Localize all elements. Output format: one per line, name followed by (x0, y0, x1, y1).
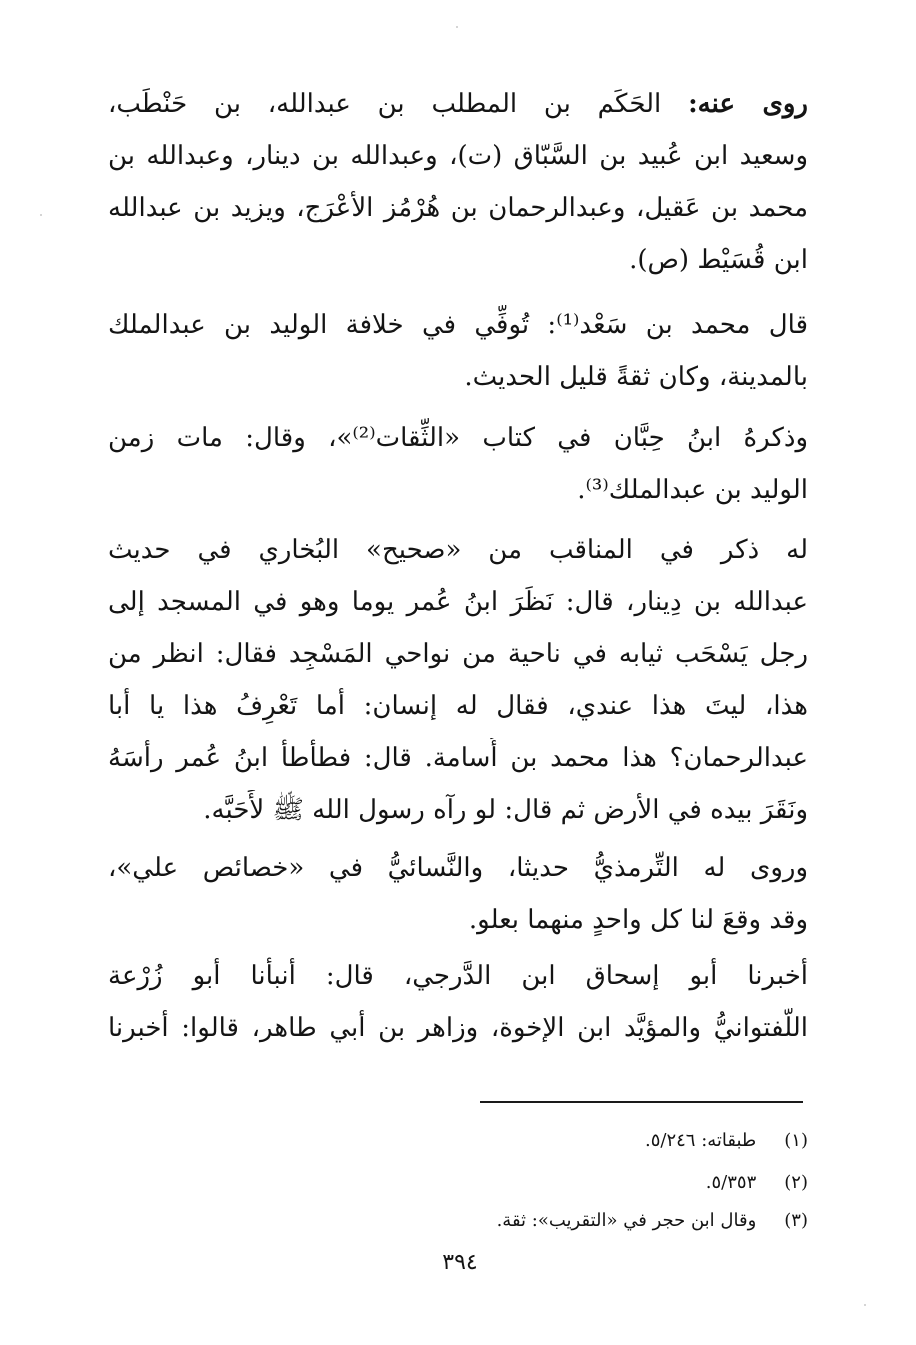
narrators-label: روى عنه: (688, 89, 808, 119)
footnote-text: وقال ابن حجر في «التقريب»: ثقة. (496, 1210, 757, 1231)
text-line: عبدالرحمان؟ هذا محمد بن أُسامة. قال: فطأطأ ابنُ عُمر رأسَهُ (108, 743, 808, 773)
text-line: بالمدينة، وكان ثقةً قليل الحديث. (464, 362, 808, 392)
text-line: رجل يَسْحَب ثيابه في ناحية من نواحي المَسْجِد فقال: انظر من (108, 639, 808, 669)
text-line: اللَّفتوانيُّ والمؤيَّد ابن الإخوة، وزاهر بن أبي طاهر، قالوا: أخبرنا (108, 1013, 808, 1043)
footnote-text: طبقاته: ٥/٢٤٦. (644, 1130, 757, 1151)
text-line: له ذكر في المناقب من «صحيح» البُخاري في حديث (108, 535, 808, 565)
text-line: عبدالله بن دِينار، قال: نَظَرَ ابنُ عُمر يوما وهو في المسجد إلى (108, 587, 808, 617)
footnote-text: ٥/٣٥٣. (705, 1172, 757, 1193)
footnote-number: (١) (784, 1130, 808, 1151)
line-text: الحَكَم بن المطلب بن عبدالله، بن حَنْطَب، (108, 89, 689, 119)
footnote-number: (٣) (784, 1210, 808, 1231)
text-line: هذا، ليتَ هذا عندي، فقال له إنسان: أما تَعْرِفُ هذا يا أبا (108, 691, 808, 721)
footnote (300, 1170, 808, 1196)
text-line: وذكرهُ ابنُ حِبَّان في كتاب «الثِّقات⁽²⁾»، وقال: مات زمن (108, 423, 808, 453)
text-line: ابن قُسَيْط (ص). (629, 245, 808, 275)
text-line: ونَقَرَ بيده في الأرض ثم قال: لو رآه رسول الله ﷺ لأَحَبَّه. (203, 795, 808, 825)
footnote-number: (٢) (784, 1172, 808, 1193)
text-line: أخبرنا أبو إسحاق ابن الدَّرجي، قال: أنبأنا أبو زُرْعة (108, 961, 808, 991)
scan-speck (40, 214, 42, 216)
page-number: ٣٩٤ (442, 1250, 478, 1275)
footnote (300, 1128, 808, 1154)
scan-speck (456, 26, 458, 28)
text-line: وروى له التِّرمذيُّ حديثا، والنَّسائيُّ في «خصائص علي»، (108, 853, 808, 883)
text-line: قال محمد بن سَعْد⁽¹⁾: تُوفِّي في خلافة الوليد بن عبدالملك (108, 310, 808, 340)
text-line: الوليد بن عبدالملك⁽³⁾. (577, 475, 808, 505)
text-line: وقد وقعَ لنا كل واحدٍ منهما بعلو. (468, 905, 808, 935)
footnote (300, 1208, 808, 1234)
footnote-divider (480, 1101, 803, 1103)
text-line (108, 84, 808, 126)
text-line: محمد بن عَقيل، وعبدالرحمان بن هُرْمُز الأعْرَج، ويزيد بن عبدالله (108, 193, 808, 223)
text-line: وسعيد ابن عُبيد بن السَّبّاق (ت)، وعبدالله بن دينار، وعبدالله بن (108, 141, 808, 171)
scan-speck (864, 1304, 866, 1306)
